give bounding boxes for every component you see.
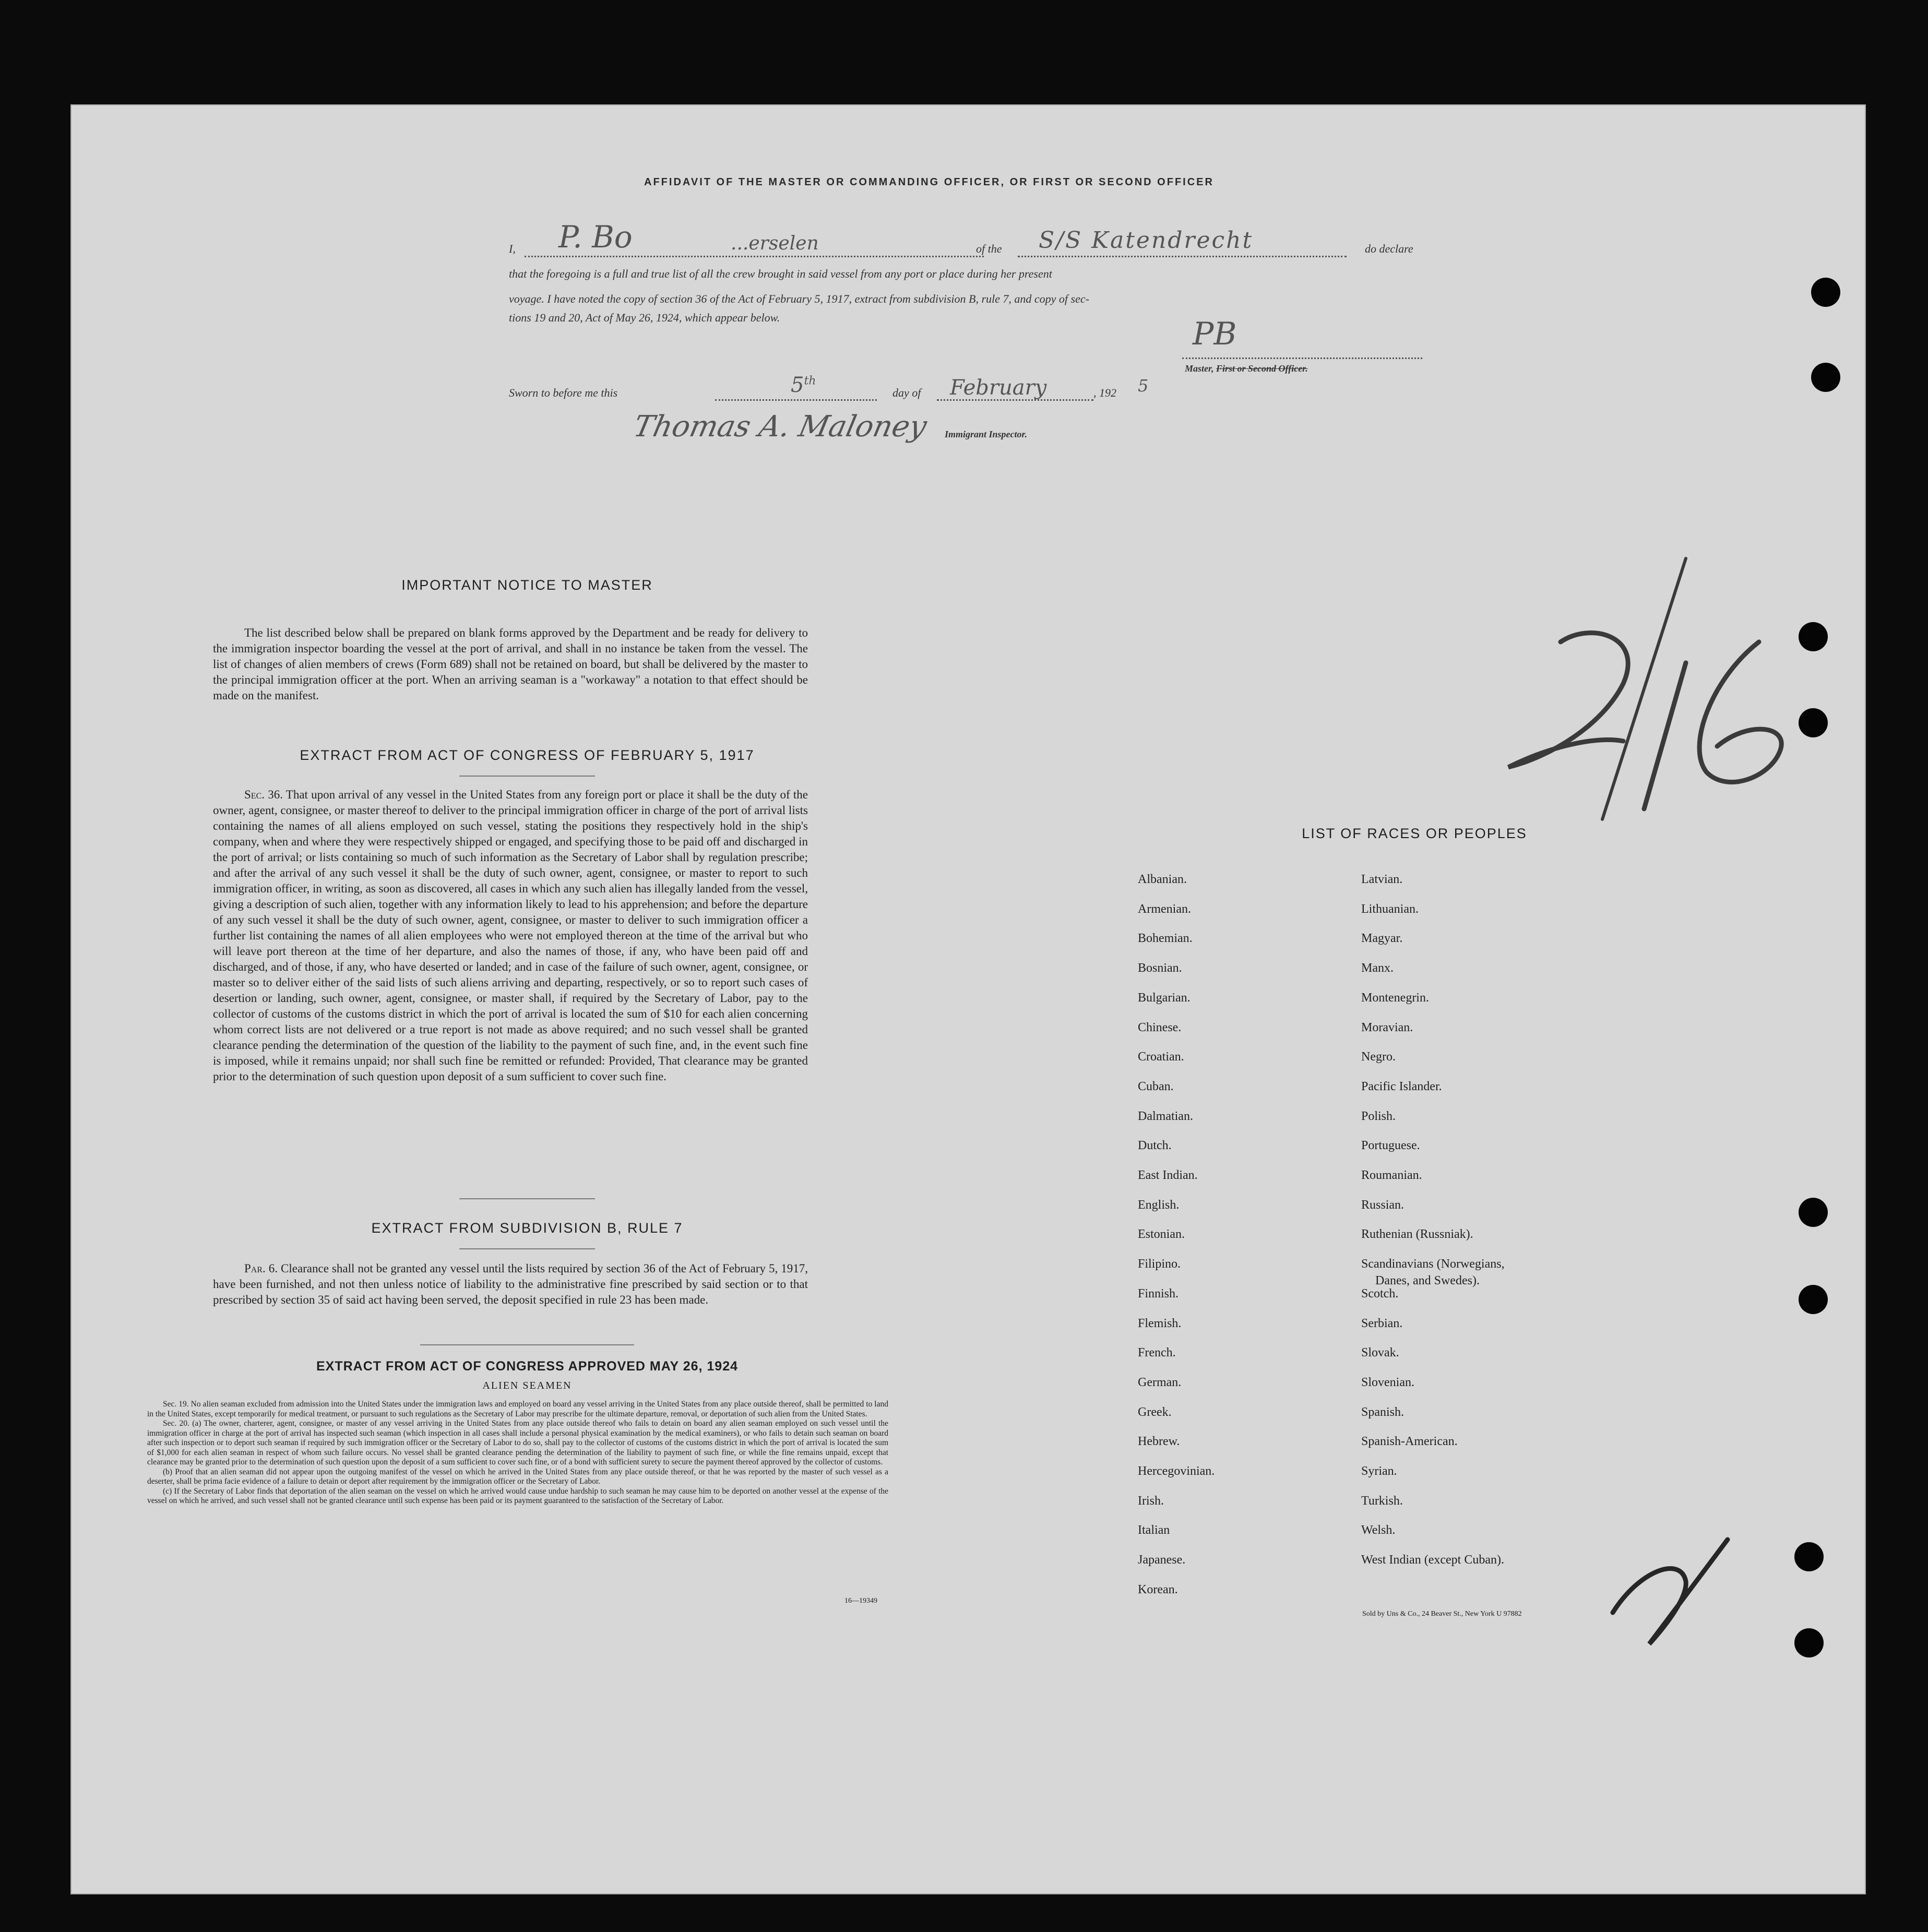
handwritten-day	[791, 373, 816, 397]
race-item: English.	[1138, 1198, 1180, 1212]
race-item: Polish.	[1361, 1109, 1396, 1123]
race-item: Cuban.	[1138, 1079, 1174, 1093]
affidavit-line-3: voyage. I have noted the copy of section 36 of the Act of February 5, 1917, extract from subdivision B, rule 7, and copy of sec-	[509, 292, 1089, 305]
race-item: Bulgarian.	[1138, 991, 1191, 1005]
sworn-day-of: day of	[892, 386, 921, 399]
inspector-signature: Thomas A. Maloney	[630, 410, 930, 444]
stroke-1	[1644, 663, 1686, 809]
page-number-annotation	[1487, 548, 1801, 835]
punch-hole	[1794, 1628, 1824, 1657]
sworn-year: , 192	[1093, 386, 1116, 399]
race-item: Estonian.	[1138, 1227, 1185, 1242]
alien-seamen-subheading: ALIEN SEAMEN	[482, 1380, 572, 1391]
divider	[459, 776, 595, 777]
race-item: Manx.	[1361, 961, 1394, 975]
form-number: 16—19349	[844, 1597, 877, 1605]
race-item: Serbian.	[1361, 1316, 1403, 1330]
paragraph-6-body: Clearance shall not be granted any vessel until the lists required by section 36 of the Act of February 5, 1917, have been furnished, and not then unless notice of liability to the administrative fine prescribed by said section or to that prescribed by section 35 of said act having been served, the deposit specified in rule 23 has been made.	[213, 1262, 808, 1306]
stroke-2	[1508, 633, 1628, 767]
handwritten-initials: PB	[1193, 316, 1237, 352]
race-item: Japanese.	[1138, 1553, 1186, 1567]
divider	[459, 1198, 595, 1199]
section-20b-text: (b) Proof that an alien seaman did not appear upon the outgoing manifest of the vessel on which he arrived in the United States from any place outside thereof, or that he was reported by the master of such vessel as a deserter, shall be prima facie evidence of a failure to detain or deport after requirement by the immigration officer or the Secretary of Labor.	[147, 1467, 888, 1486]
race-item: Negro.	[1361, 1050, 1396, 1064]
race-item: Lithuanian.	[1361, 902, 1419, 916]
punch-hole	[1799, 1285, 1828, 1314]
officer-struck-label: First or Second Officer.	[1216, 363, 1308, 374]
handwritten-day-suffix: th	[804, 374, 816, 388]
race-item: Hebrew.	[1138, 1435, 1180, 1449]
divider	[459, 1248, 595, 1249]
paragraph-6-label: Par. 6.	[244, 1262, 278, 1275]
notice-heading: IMPORTANT NOTICE TO MASTER	[401, 577, 653, 593]
race-item: East Indian.	[1138, 1168, 1198, 1182]
race-item: Armenian.	[1138, 902, 1191, 916]
race-item: Spanish.	[1361, 1405, 1405, 1419]
section-36-body: That upon arrival of any vessel in the United States from any foreign port or place it shall be the duty of the owner, agent, consignee, or master thereof to deliver to the principal immigration officer in charge of the port of arrival lists containing the names of all aliens employed on such vessel, stating the positions they respectively hold in the ship's company, when and where they were respectively shipped or engaged, and specifying those to be paid off and discharged in the port of arrival; or lists containing so much of such information as the Secretary of Labor shall by regulation prescribe; and after the arrival of any such vessel it shall be the duty of such owner, agent, consignee, or master to report to such immigration officer, in writing, as soon as discovered, all cases in which any such alien has illegally landed from the vessel, giving a description of such alien, together with any information likely to lead to his apprehension; and before the departure of any such vessel it shall be the duty of such owner, agent, consignee, or master to deliver to such immigration officer a further list containing the names of all alien employees who were not employed thereon at the time of the arrival but who will leave port thereon at the time of her departure, and also the names of those, if any, who have been paid off and discharged, and of those, if any, who have deserted or landed; and in case of the failure of such owner, agent, consignee, or master so to deliver either of the said lists of such aliens arriving and departing, respectively, or so to report such cases of desertion or landing, such owner, agent, consignee, or master shall, if required by the Secretary of Labor, pay to the collector of customs of the customs district in which the port of arrival is located the sum of $10 for each alien concerning whom correct lists are not delivered or a true report is not made as above required; and no such vessel shall be granted clearance pending the determination of the question of the liability to the payment of such fine, and, in the event such fine is imposed, while it remains unpaid; nor shall such fine be remitted or refunded: Provided, That clearance may be granted prior to the determination of such question upon deposit of a sum sufficient to cover such fine.	[213, 788, 808, 1083]
master-label: Master,	[1185, 363, 1214, 374]
affidavit-i: I,	[509, 242, 516, 255]
race-item: Finnish.	[1138, 1286, 1179, 1301]
handwritten-day-number: 5	[791, 373, 804, 397]
handwritten-master-name: P. Bo	[558, 219, 633, 255]
race-item: Ruthenian (Russniak).	[1361, 1227, 1473, 1242]
race-item: Bohemian.	[1138, 932, 1193, 946]
race-item: Montenegrin.	[1361, 991, 1429, 1005]
handwritten-vessel-name: S/S Katendrecht	[1039, 227, 1254, 254]
notice-text: The list described below shall be prepared on blank forms approved by the Department and be ready for delivery to the immigration inspector boarding the vessel at the port of arrival, and shall in no instance be taken from the vessel. The list of changes of alien members of crews (Form 689) shall not be retained on board, but shall be delivered by the master to the principal immigration officer at the port. When an arriving seaman is a "workaway" a notation to that effect should be made on the manifest.	[213, 626, 808, 702]
inspector-label: Immigrant Inspector.	[945, 429, 1028, 439]
race-item: Dalmatian.	[1138, 1109, 1193, 1123]
punch-hole	[1799, 708, 1828, 737]
race-item: Albanian.	[1138, 873, 1187, 886]
section-36-label: Sec. 36.	[244, 788, 283, 801]
punch-hole	[1811, 278, 1840, 307]
divider	[420, 1344, 634, 1345]
section-19-text: Sec. 19. No alien seaman excluded from admission into the United States under the immigration laws and employed on board any vessel arriving in the United States from any place outside thereof, shall be permitted to land in the United States, except temporarily for medical treatment, or pursuant to such regulations as the Secretary of Labor may prescribe for the ultimate departure, removal, or deportation of such alien from the United States.	[147, 1400, 888, 1418]
race-item: Slovak.	[1361, 1346, 1399, 1360]
race-item: Bosnian.	[1138, 961, 1182, 975]
section-19-20-text	[147, 1400, 888, 1506]
extract-1917-heading: EXTRACT FROM ACT OF CONGRESS OF FEBRUARY 5, 1917	[300, 747, 755, 763]
race-item: Dutch.	[1138, 1139, 1172, 1153]
affidavit-do-declare: do declare	[1365, 242, 1413, 255]
race-item: Scandinavians (Norwegians,	[1361, 1257, 1505, 1271]
race-item: Irish.	[1138, 1494, 1164, 1508]
race-item: Roumanian.	[1361, 1168, 1422, 1182]
affidavit-line-4: tions 19 and 20, Act of May 26, 1924, which appear below.	[509, 311, 780, 324]
stroke-slash	[1602, 558, 1686, 819]
affidavit-title: AFFIDAVIT OF THE MASTER OR COMMANDING OFFICER, OR FIRST OR SECOND OFFICER	[644, 176, 1214, 188]
race-item: Hercegovinian.	[1138, 1464, 1215, 1478]
extract-1924-heading: EXTRACT FROM ACT OF CONGRESS APPROVED MAY 26, 1924	[316, 1359, 739, 1374]
master-signature-line	[1182, 357, 1422, 359]
race-item: Latvian.	[1361, 873, 1403, 886]
punch-hole	[1799, 1198, 1828, 1227]
race-item: Filipino.	[1138, 1257, 1181, 1271]
handwritten-master-surname: ...erselen	[731, 233, 819, 254]
race-item: Croatian.	[1138, 1050, 1184, 1064]
rule-7-text	[213, 1261, 808, 1308]
seller-note: Sold by Uns & Co., 24 Beaver St., New York U 97882	[1362, 1610, 1522, 1618]
race-item: Spanish-American.	[1361, 1435, 1458, 1449]
races-heading: LIST OF RACES OR PEOPLES	[1302, 826, 1527, 841]
handwritten-year-digit: 5	[1138, 376, 1149, 396]
race-item: French.	[1138, 1346, 1176, 1360]
sworn-prefix: Sworn to before me this	[509, 386, 618, 399]
race-item: Scotch.	[1361, 1286, 1399, 1301]
section-20a-text: Sec. 20. (a) The owner, charterer, agent, consignee, or master of any vessel arriving in the United States from any place outside thereof who fails to detain on board any alien seaman employed on such vessel until the immigration officer in charge at the port of arrival has inspected such seaman (which inspection in all cases shall include a personal physical examination by the medical examiners), or who fails to detain such seaman on board after such inspection or to deport such seaman if required by such immigration officer or the Secretary of Labor to do so, shall pay to the collector of customs of the customs district in which the port of arrival is located the sum of $1,000 for each alien seaman in respect of whom such failure occurs. No vessel shall be granted clearance pending the determination of the liability to payment of such fine, or while the fine remains unpaid, except that clearance may be granted prior to the determination of such question upon the deposit of a sum sufficient to cover such fine, or of a bond with sufficient surety to secure the payment thereof approved by the collector of customs.	[147, 1419, 888, 1466]
race-item: Chinese.	[1138, 1020, 1182, 1034]
rule-7-heading: EXTRACT FROM SUBDIVISION B, RULE 7	[371, 1220, 683, 1236]
race-item: Portuguese.	[1361, 1139, 1420, 1153]
affidavit-of-the: of the	[976, 242, 1002, 255]
stroke-2	[1613, 1540, 1728, 1644]
race-item: Turkish.	[1361, 1494, 1403, 1508]
affidavit-line-2: that the foregoing is a full and true list of all the crew brought in said vessel from any port or place during her present	[509, 267, 1052, 280]
race-item: West Indian (except Cuban).	[1361, 1553, 1504, 1567]
affidavit-line-1	[509, 239, 1467, 260]
handwritten-month: February	[950, 376, 1047, 400]
race-item: Russian.	[1361, 1198, 1405, 1212]
master-title-label	[1185, 363, 1308, 374]
race-item: Pacific Islander.	[1361, 1079, 1442, 1093]
race-item: Italian	[1138, 1523, 1170, 1537]
race-item: Moravian.	[1361, 1020, 1413, 1034]
sworn-line	[509, 384, 1172, 404]
punch-hole	[1794, 1542, 1824, 1571]
race-item: Korean.	[1138, 1582, 1178, 1596]
race-item: Welsh.	[1361, 1523, 1396, 1537]
corner-mark-annotation	[1608, 1529, 1743, 1665]
race-item: Magyar.	[1361, 932, 1403, 946]
race-item: Syrian.	[1361, 1464, 1397, 1478]
section-20c-text: (c) If the Secretary of Labor finds that deportation of the alien seaman on the vessel on which he arrived would cause undue hardship to such seaman he may cause him to be deported on another vessel at the expense of the vessel on which he arrived, and such vessel shall not be granted clearance until such expense has been paid or its payment guaranteed to the satisfaction of the Secretary of Labor.	[147, 1486, 888, 1505]
race-item: Slovenian.	[1361, 1375, 1414, 1389]
race-item: Greek.	[1138, 1405, 1172, 1419]
punch-hole	[1799, 622, 1828, 651]
race-item: Danes, and Swedes).	[1375, 1274, 1480, 1288]
race-item: Flemish.	[1138, 1316, 1182, 1330]
section-36-text	[213, 787, 808, 1084]
punch-hole	[1811, 363, 1840, 392]
race-item: German.	[1138, 1375, 1182, 1389]
stroke-6	[1699, 642, 1781, 782]
